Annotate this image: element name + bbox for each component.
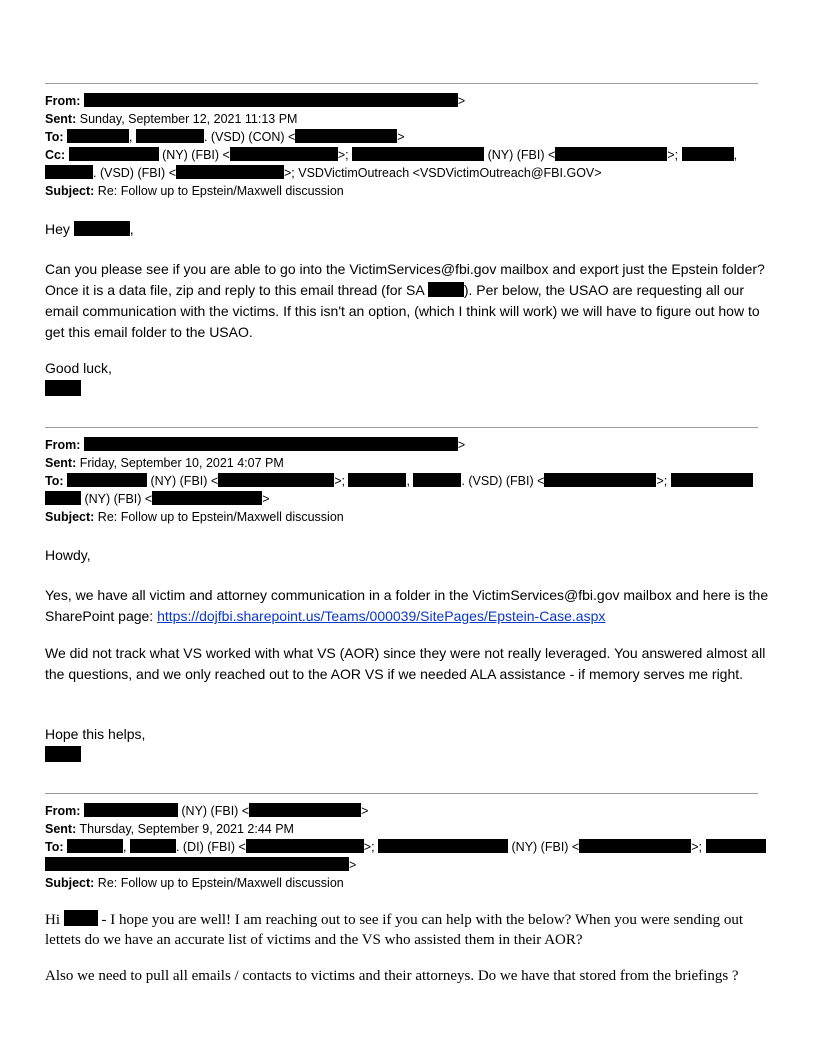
sent-line <box>45 110 297 129</box>
cc-text: . (VSD) (FBI) < <box>93 166 176 180</box>
to-label: To: <box>45 474 64 488</box>
body-text: ). Per below, the USAO are requesting all our email communication with the victims. If this isn't an option, (which I think will work) we will have to figure out how to get this email folder to the USAO. <box>45 282 760 340</box>
redaction <box>555 147 667 161</box>
cc-line <box>45 146 737 165</box>
sent-label: Sent: <box>45 112 77 126</box>
to-line-2 <box>45 856 356 875</box>
redaction <box>84 803 178 817</box>
redaction <box>84 437 458 451</box>
closing: Good luck, <box>45 360 112 376</box>
subject-line <box>45 182 344 201</box>
redaction <box>218 473 334 487</box>
body-paragraph: We did not track what VS worked with what VS (AOR) since they were not really leveraged. You answered almost all the questions, and we only reached out to the AOR VS if we needed ALA assistance - if memory serves me right. <box>45 645 766 682</box>
sent-label: Sent: <box>45 456 77 470</box>
to-line <box>45 472 753 491</box>
greeting <box>45 219 773 240</box>
separator-rule <box>45 793 758 794</box>
redaction <box>176 165 284 179</box>
redaction <box>45 491 81 505</box>
from-text: (NY) (FBI) < <box>181 804 250 818</box>
signature-redaction <box>45 746 81 762</box>
cc-text: (NY) (FBI) < <box>162 148 230 162</box>
redaction <box>544 473 656 487</box>
to-text: . (VSD) (CON) < <box>203 130 296 144</box>
redaction <box>45 857 349 871</box>
subject-label: Subject: <box>45 876 95 890</box>
to-text: . (DI) (FBI) < <box>175 840 246 854</box>
cc-line-2 <box>45 164 602 183</box>
redaction <box>67 129 129 143</box>
to-text: >; <box>363 840 375 854</box>
redaction <box>682 147 734 161</box>
body-paragraph <box>45 585 773 627</box>
to-text: > <box>349 858 357 872</box>
sent-line <box>45 454 284 473</box>
subject-text: Re: Follow up to Epstein/Maxwell discussion <box>97 876 344 890</box>
redaction <box>249 803 361 817</box>
to-line <box>45 128 405 147</box>
subject-label: Subject: <box>45 184 95 198</box>
to-text: , <box>406 474 410 488</box>
cc-label: Cc: <box>45 148 66 162</box>
from-suffix: > <box>457 94 466 108</box>
redaction <box>348 473 406 487</box>
greeting-text: Hey <box>45 221 70 237</box>
sent-label: Sent: <box>45 822 77 836</box>
to-text: >; <box>334 474 345 488</box>
to-text: >; <box>691 840 703 854</box>
redaction <box>64 910 98 926</box>
body-text: Hi <box>45 912 60 928</box>
greeting-comma: , <box>129 221 134 237</box>
redaction <box>230 147 338 161</box>
sharepoint-link[interactable]: https://dojfbi.sharepoint.us/Teams/000039/SitePages/Epstein-Case.aspx <box>157 608 606 624</box>
redaction <box>74 221 130 236</box>
from-suffix: > <box>457 438 466 452</box>
greeting: Howdy, <box>45 547 91 563</box>
body-text: - I hope you are well! I am reaching out to see if you can help with the below? When you were sending out lettets do we have an accurate list of victims and the VS who assisted them in their AOR? <box>45 912 744 948</box>
redaction <box>671 473 753 487</box>
separator-rule <box>45 427 758 428</box>
to-text: . (VSD) (FBI) < <box>461 474 545 488</box>
subject-line <box>45 508 344 527</box>
redaction <box>45 165 93 179</box>
redaction <box>295 129 397 143</box>
to-text: (NY) (FBI) < <box>511 840 580 854</box>
signature-redaction <box>45 380 81 396</box>
redaction <box>84 93 458 107</box>
to-text: , <box>123 840 127 854</box>
sent-line <box>45 820 294 839</box>
redaction <box>152 491 262 505</box>
cc-text: , <box>733 148 738 162</box>
to-text: (NY) (FBI) < <box>150 474 219 488</box>
cc-text: >; <box>337 148 349 162</box>
to-text: > <box>262 492 270 506</box>
subject-line <box>45 874 344 893</box>
redaction <box>246 839 364 853</box>
body-text: Can you please see if you are able to go into the VictimServices@fbi.gov mailbox and export just the Epstein folder? Once it is a data file, zip and reply to this email thread (for SA <box>45 261 765 298</box>
redaction <box>67 473 147 487</box>
sent-date: Friday, September 10, 2021 4:07 PM <box>79 456 284 470</box>
from-label: From: <box>45 438 81 452</box>
redaction <box>69 147 159 161</box>
from-label: From: <box>45 804 81 818</box>
redaction <box>428 282 464 297</box>
to-label: To: <box>45 840 64 854</box>
cc-text: >; VSDVictimOutreach <VSDVictimOutreach@FBI.GOV> <box>284 166 602 180</box>
to-line-2 <box>45 490 270 509</box>
sent-date: Sunday, September 12, 2021 11:13 PM <box>79 112 298 126</box>
body-text: Yes, we have all victim and attorney communication in a folder in the VictimServices@fbi.gov mailbox and here is the SharePoint page: <box>45 587 769 624</box>
sent-date: Thursday, September 9, 2021 2:44 PM <box>79 822 294 836</box>
from-line <box>45 436 465 455</box>
redaction <box>378 839 508 853</box>
from-line <box>45 92 465 111</box>
body-paragraph <box>45 259 773 343</box>
to-text: > <box>397 130 405 144</box>
cc-text: (NY) (FBI) < <box>487 148 556 162</box>
redaction <box>352 147 484 161</box>
to-line <box>45 838 766 857</box>
redaction <box>579 839 691 853</box>
subject-label: Subject: <box>45 510 95 524</box>
subject-text: Re: Follow up to Epstein/Maxwell discussion <box>97 510 344 524</box>
redaction <box>67 839 123 853</box>
body-paragraph <box>45 910 773 950</box>
redaction <box>413 473 461 487</box>
from-line <box>45 802 368 821</box>
redaction <box>130 839 176 853</box>
separator-rule <box>45 83 758 84</box>
to-text: (NY) (FBI) < <box>84 492 153 506</box>
to-text: >; <box>656 474 668 488</box>
subject-text: Re: Follow up to Epstein/Maxwell discussion <box>97 184 344 198</box>
redaction <box>136 129 204 143</box>
to-label: To: <box>45 130 64 144</box>
from-label: From: <box>45 94 81 108</box>
body-paragraph: Also we need to pull all emails / contacts to victims and their attorneys. Do we have that stored from the briefings ? <box>45 968 739 984</box>
closing: Hope this helps, <box>45 726 146 742</box>
cc-text: >; <box>667 148 679 162</box>
from-text: > <box>361 804 369 818</box>
redaction <box>706 839 766 853</box>
to-text: , <box>129 130 133 144</box>
